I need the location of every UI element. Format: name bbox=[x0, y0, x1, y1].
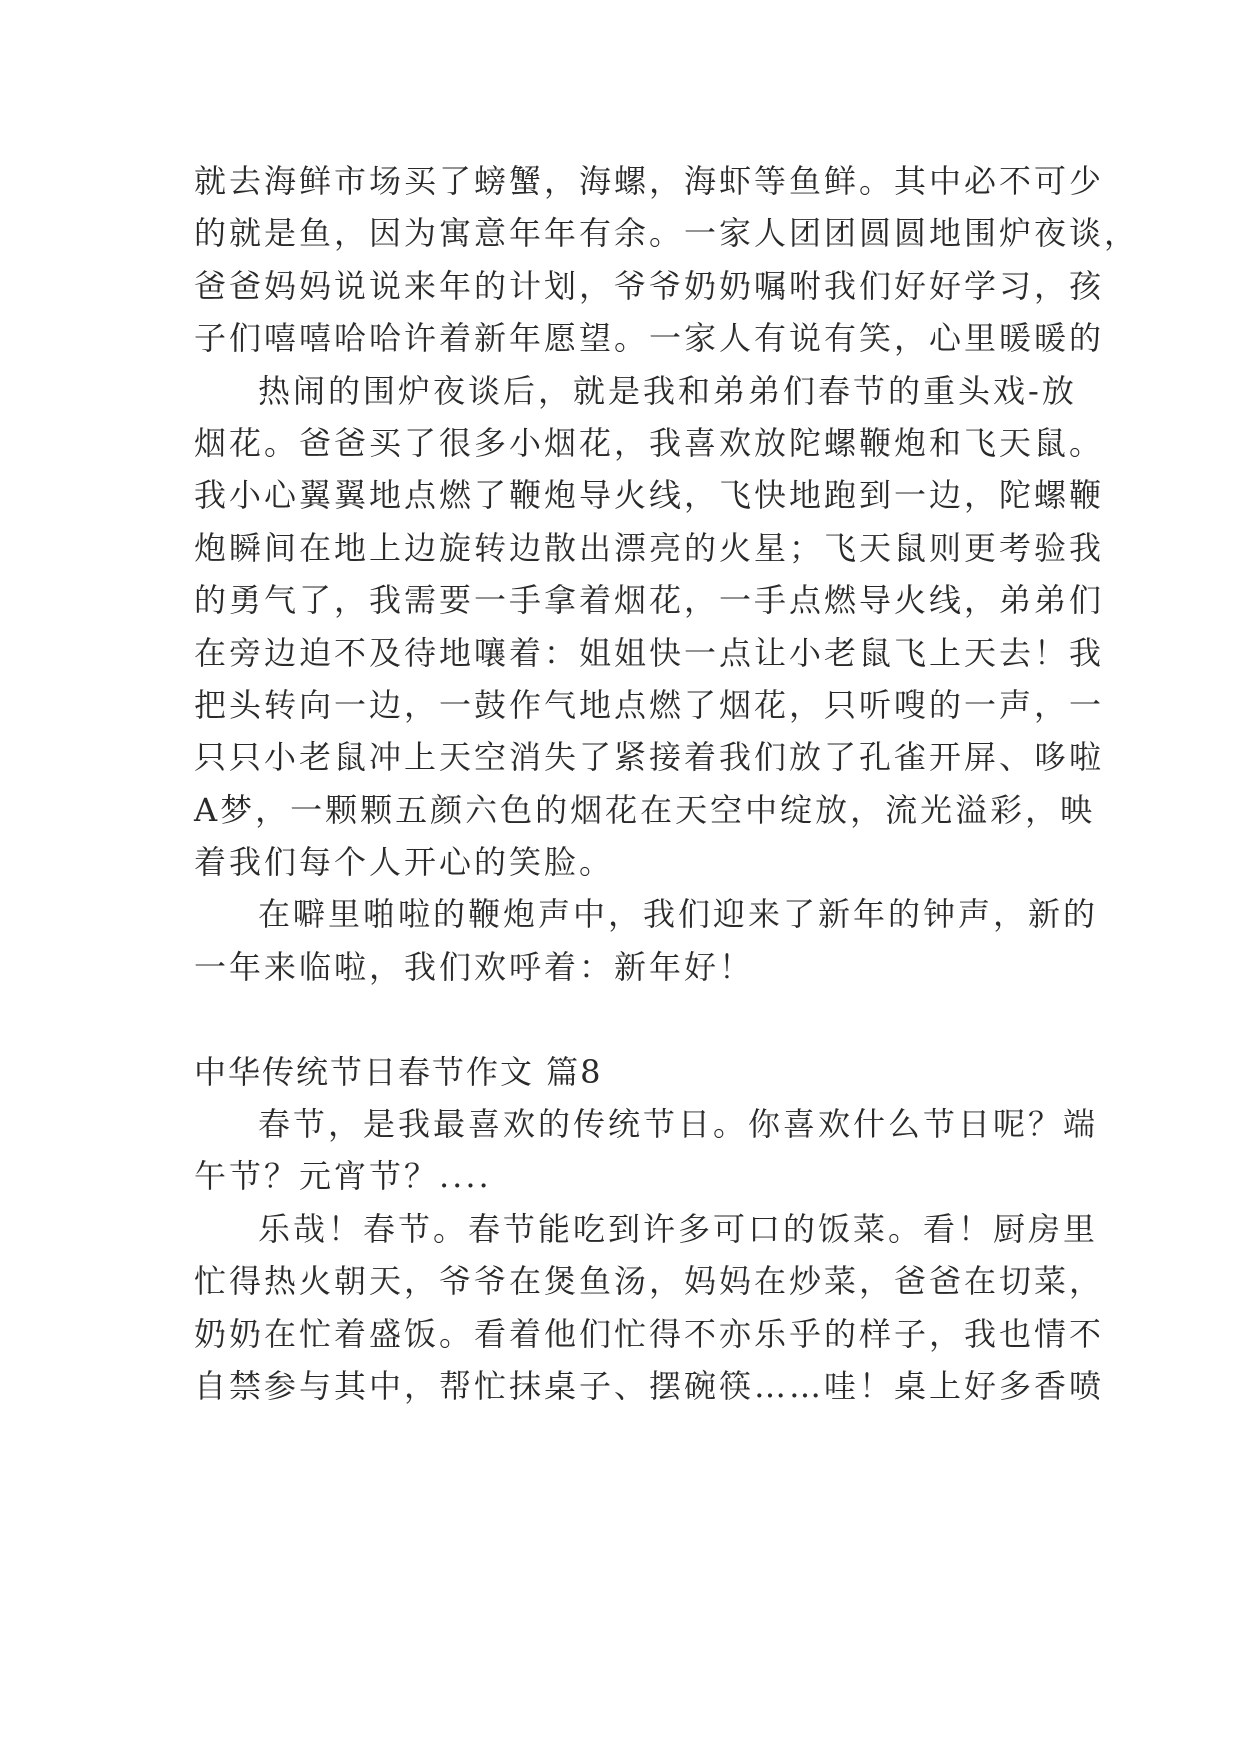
text-line: 的勇气了，我需要一手拿着烟花，一手点燃导火线，弟弟们 bbox=[194, 581, 1105, 620]
text-line: 爸爸妈妈说说来年的计划，爷爷奶奶嘱咐我们好好学习，孩 bbox=[194, 266, 1105, 305]
paragraph-fireworks bbox=[194, 365, 1105, 889]
text-line: 就去海鲜市场买了螃蟹，海螺，海虾等鱼鲜。其中必不可少 bbox=[194, 162, 1105, 200]
text-line: 炮瞬间在地上边旋转边散出漂亮的火星；飞天鼠则更考验我 bbox=[194, 528, 1105, 567]
text-line: 只只小老鼠冲上天空消失了紧接着我们放了孔雀开屏、哆啦 bbox=[194, 738, 1105, 777]
text-line: 奶奶在忙着盛饭。看着他们忙得不亦乐乎的样子，我也情不 bbox=[194, 1314, 1105, 1353]
section-spacer bbox=[194, 993, 1074, 1045]
text-line: 烟花。爸爸买了很多小烟花，我喜欢放陀螺鞭炮和飞天鼠。 bbox=[194, 423, 1105, 462]
text-line: 在噼里啪啦的鞭炮声中，我们迎来了新年的钟声，新的 bbox=[258, 895, 1099, 934]
text-line: 着我们每个人开心的笑脸。 bbox=[194, 843, 615, 882]
essay-heading: 中华传统节日春节作文 篇8 bbox=[194, 1052, 603, 1091]
paragraph-reunion-dinner bbox=[194, 155, 1140, 365]
text-line: 把头转向一边，一鼓作气地点燃了烟花，只听嗖的一声，一 bbox=[194, 685, 1105, 724]
paragraph-kitchen bbox=[194, 1203, 1105, 1413]
text-line: 子们嘻嘻哈哈许着新年愿望。一家人有说有笑，心里暖暖的 bbox=[194, 319, 1105, 358]
text-line: 我小心翼翼地点燃了鞭炮导火线，飞快地跑到一边，陀螺鞭 bbox=[194, 476, 1105, 515]
text-line: 热闹的围炉夜谈后，就是我和弟弟们春节的重头戏-放 bbox=[258, 371, 1077, 410]
text-line: 一年来临啦，我们欢呼着：新年好！ bbox=[194, 947, 755, 986]
text-line: A梦，一颗颗五颜六色的烟花在天空中绽放，流光溢彩，映 bbox=[194, 790, 1096, 829]
text-line: 忙得热火朝天，爷爷在煲鱼汤，妈妈在炒菜，爸爸在切菜， bbox=[194, 1262, 1105, 1301]
text-line: 午节？元宵节？.... bbox=[194, 1157, 492, 1196]
text-line: 在旁边迫不及待地嚷着：姐姐快一点让小老鼠飞上天去！我 bbox=[194, 633, 1105, 672]
text-line: 的就是鱼，因为寓意年年有余。一家人团团圆圆地围炉夜谈， bbox=[194, 214, 1140, 253]
essay-body bbox=[194, 155, 1140, 1412]
text-line: 乐哉！春节。春节能吃到许多可口的饭菜。看！厨房里 bbox=[258, 1209, 1099, 1248]
text-line: 自禁参与其中，帮忙抹桌子、摆碗筷……哇！桌上好多香喷 bbox=[194, 1366, 1105, 1405]
paragraph-favorite-festival bbox=[194, 1098, 1099, 1203]
text-line: 春节，是我最喜欢的传统节日。你喜欢什么节日呢？端 bbox=[258, 1105, 1099, 1144]
paragraph-new-year-bell bbox=[194, 888, 1099, 993]
